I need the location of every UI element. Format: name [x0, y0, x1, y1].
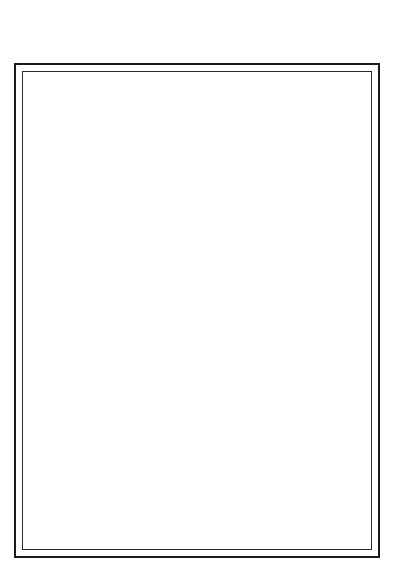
page-number — [0, 562, 400, 570]
vertical-text-block — [30, 78, 364, 544]
